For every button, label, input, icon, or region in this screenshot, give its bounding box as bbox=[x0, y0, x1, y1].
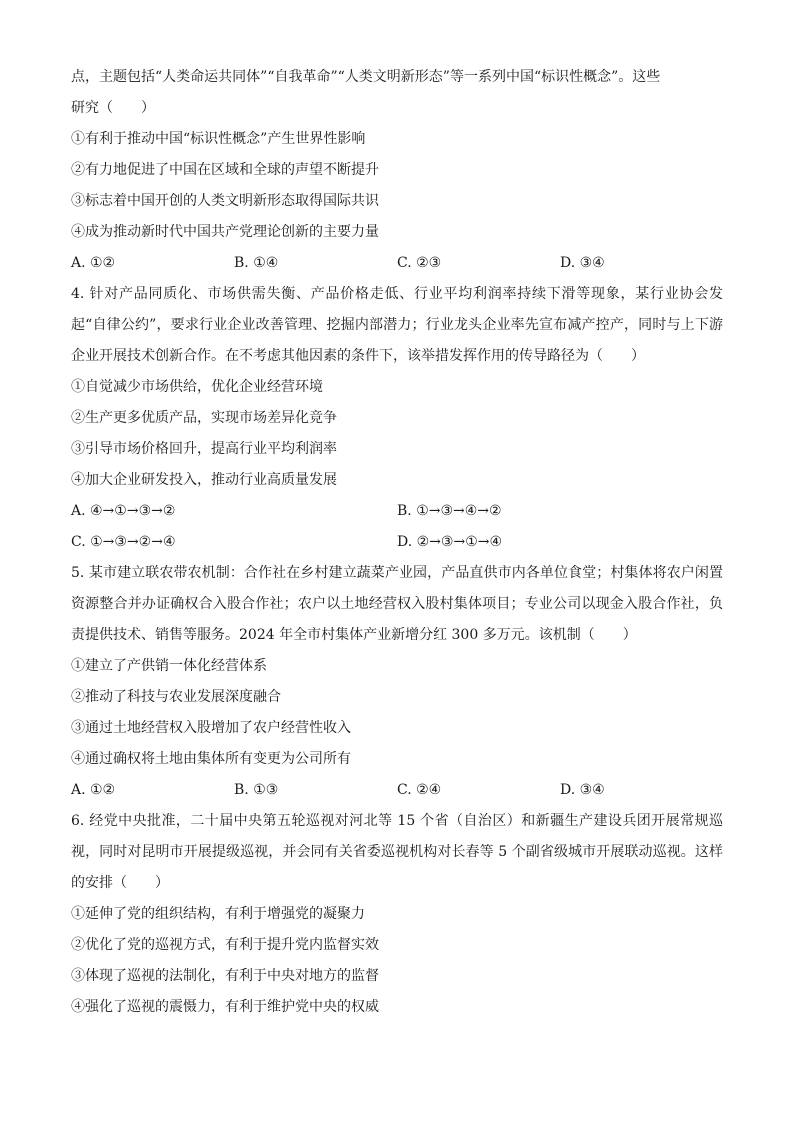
q5-stem: 5. 某市建立联农带农机制：合作社在乡村建立蔬菜产业园，产品直供市内各单位食堂；村集体将农户闲置资源整合并办证确权合入股合作社；农户以土地经营权入股村集体项目；专业公司以现金入股合作社，负责提供技术、销售等服务。2024 年全市村集体产业新增分红 300 多万元。该机制（ ） bbox=[71, 565, 723, 643]
q4-option-c: C. ①→③→②→④ bbox=[71, 534, 176, 550]
q5-option-c: C. ②④ bbox=[397, 782, 442, 798]
q5-item-3: ③通过土地经营权入股增加了农户经营性收入 bbox=[71, 720, 351, 736]
q4-item-3: ③引导市场价格回升，提高行业平均利润率 bbox=[71, 441, 337, 457]
q4-option-d: D. ②→③→①→④ bbox=[397, 534, 503, 550]
q4-options-row2 bbox=[71, 527, 723, 558]
q6-item-2: ②优化了党的巡视方式，有利于提升党内监督实效 bbox=[71, 937, 379, 953]
q3-item-4: ④成为推动新时代中国共产党理论创新的主要力量 bbox=[71, 224, 379, 240]
q5-option-d: D. ③④ bbox=[560, 782, 605, 798]
q4-option-a: A. ④→①→③→② bbox=[71, 503, 176, 519]
q3-stem-line2: 研究（ ） bbox=[71, 100, 155, 116]
q5-item-2: ②推动了科技与农业发展深度融合 bbox=[71, 689, 281, 705]
q4-item-2: ②生产更多优质产品，实现市场差异化竞争 bbox=[71, 410, 337, 426]
q4-options-row1 bbox=[71, 496, 723, 527]
q3-option-b: B. ①④ bbox=[234, 255, 279, 271]
q3-option-c: C. ②③ bbox=[397, 255, 442, 271]
q6-item-3: ③体现了巡视的法制化，有利于中央对地方的监督 bbox=[71, 968, 379, 984]
q5-item-4: ④通过确权将土地由集体所有变更为公司所有 bbox=[71, 751, 351, 767]
q3-stem-line1: 点，主题包括“人类命运共同体”“自我革命”“人类文明新形态”等一系列中国“标识性概念”。这些 bbox=[71, 69, 661, 85]
q3-item-1: ①有利于推动中国“标识性概念”产生世界性影响 bbox=[71, 131, 366, 147]
q3-item-2: ②有力地促进了中国在区域和全球的声望不断提升 bbox=[71, 162, 379, 178]
q4-option-b: B. ①→③→④→② bbox=[397, 503, 502, 519]
q4-item-4: ④加大企业研发投入，推动行业高质量发展 bbox=[71, 472, 337, 488]
q4-item-1: ①自觉减少市场供给，优化企业经营环境 bbox=[71, 379, 323, 395]
q3-item-3: ③标志着中国开创的人类文明新形态取得国际共识 bbox=[71, 193, 379, 209]
q4-stem: 4. 针对产品同质化、市场供需失衡、产品价格走低、行业平均利润率持续下滑等现象，某行业协会发起“自律公约”，要求行业企业改善管理、挖掘内部潜力；行业龙头企业率先宣布减产控产，同时与上下游企业开展技术创新合作。在不考虑其他因素的条件下，该举措发挥作用的传导路径为（ ） bbox=[71, 286, 723, 364]
q5-options bbox=[71, 775, 723, 806]
q6-item-4: ④强化了巡视的震慑力，有利于维护党中央的权威 bbox=[71, 999, 379, 1015]
q3-options bbox=[71, 248, 723, 279]
q3-option-a: A. ①② bbox=[71, 255, 116, 271]
exam-page bbox=[71, 62, 723, 1023]
q5-item-1: ①建立了产供销一体化经营体系 bbox=[71, 658, 267, 674]
q6-item-1: ①延伸了党的组织结构，有利于增强党的凝聚力 bbox=[71, 906, 365, 922]
q3-option-d: D. ③④ bbox=[560, 255, 605, 271]
q5-option-b: B. ①③ bbox=[234, 782, 279, 798]
q5-option-a: A. ①② bbox=[71, 782, 116, 798]
q6-stem: 6. 经党中央批准，二十届中央第五轮巡视对河北等 15 个省（自治区）和新疆生产建设兵团开展常规巡视，同时对昆明市开展提级巡视，并会同有关省委巡视机构对长春等 5 个副省级城市开展联动巡视。这样的安排（ ） bbox=[71, 813, 723, 891]
